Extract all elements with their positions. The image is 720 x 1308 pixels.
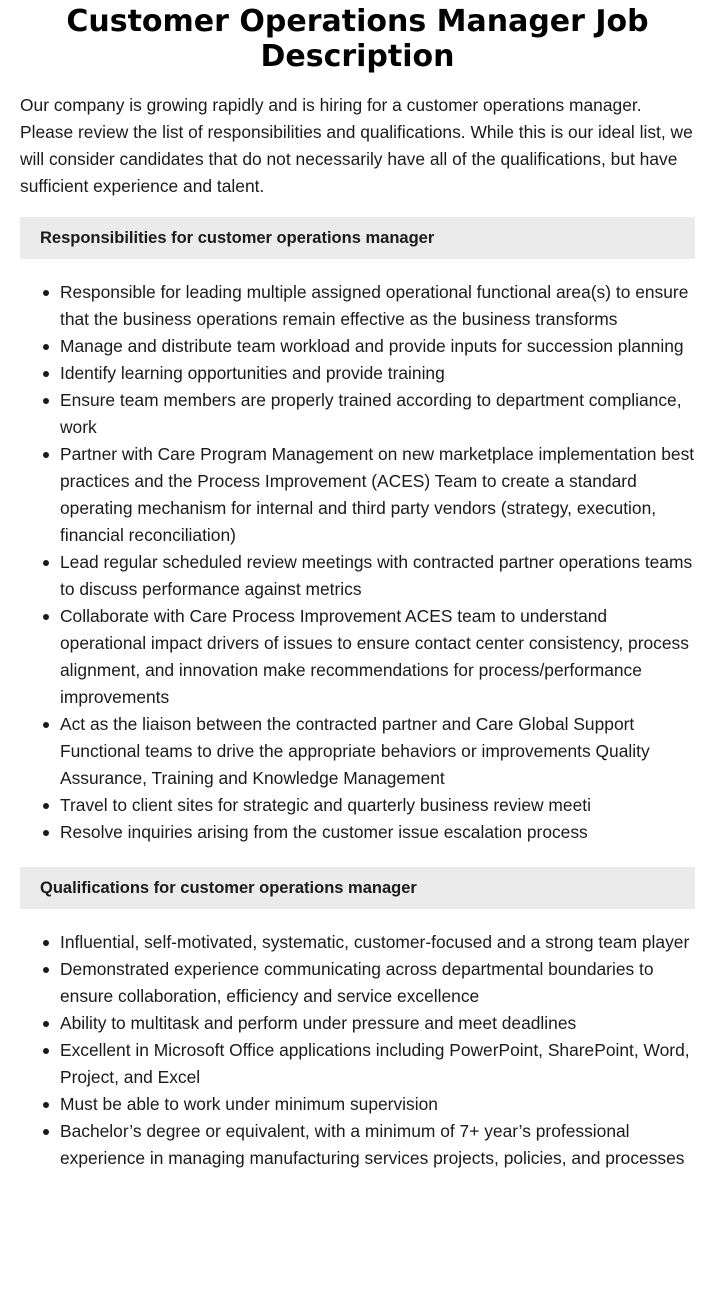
list-item: Lead regular scheduled review meetings with contracted partner operations teams to discuss performance against metrics [60, 549, 695, 603]
list-item: Collaborate with Care Process Improvement ACES team to understand operational impact drivers of issues to ensure contact center consistency, process alignment, and innovation make recommendations for process/performance improvements [60, 603, 695, 711]
list-item: Resolve inquiries arising from the customer issue escalation process [60, 819, 695, 846]
list-item: Ensure team members are properly trained according to department compliance, work [60, 387, 695, 441]
qualifications-list [20, 929, 695, 1172]
list-item: Responsible for leading multiple assigned operational functional area(s) to ensure that the business operations remain effective as the business transforms [60, 279, 695, 333]
list-item: Must be able to work under minimum supervision [60, 1091, 695, 1118]
list-item: Act as the liaison between the contracted partner and Care Global Support Functional teams to drive the appropriate behaviors or improvements Quality Assurance, Training and Knowledge Management [60, 711, 695, 792]
list-item: Travel to client sites for strategic and quarterly business review meeti [60, 792, 695, 819]
list-item: Manage and distribute team workload and provide inputs for succession planning [60, 333, 695, 360]
list-item: Ability to multitask and perform under pressure and meet deadlines [60, 1010, 695, 1037]
responsibilities-heading: Responsibilities for customer operations manager [20, 217, 695, 259]
intro-paragraph: Our company is growing rapidly and is hiring for a customer operations manager. Please review the list of responsibilities and qualifications. While this is our ideal list, we will consider candidates that do not necessarily have all of the qualifications, but have sufficient experience and talent. [20, 95, 693, 196]
list-item: Bachelor’s degree or equivalent, with a minimum of 7+ year’s professional experience in managing manufacturing services projects, policies, and processes [60, 1118, 695, 1172]
list-item: Influential, self-motivated, systematic, customer-focused and a strong team player [60, 929, 695, 956]
list-item: Excellent in Microsoft Office applications including PowerPoint, SharePoint, Word, Project, and Excel [60, 1037, 695, 1091]
qualifications-heading: Qualifications for customer operations manager [20, 867, 695, 909]
list-item: Partner with Care Program Management on new marketplace implementation best practices and the Process Improvement (ACES) Team to create a standard operating mechanism for internal and third party vendors (strategy, execution, financial reconciliation) [60, 441, 695, 549]
page-title: Customer Operations Manager Job Description [66, 4, 649, 74]
responsibilities-list [20, 279, 695, 846]
list-item: Identify learning opportunities and provide training [60, 360, 695, 387]
list-item: Demonstrated experience communicating across departmental boundaries to ensure collaboration, efficiency and service excellence [60, 956, 695, 1010]
